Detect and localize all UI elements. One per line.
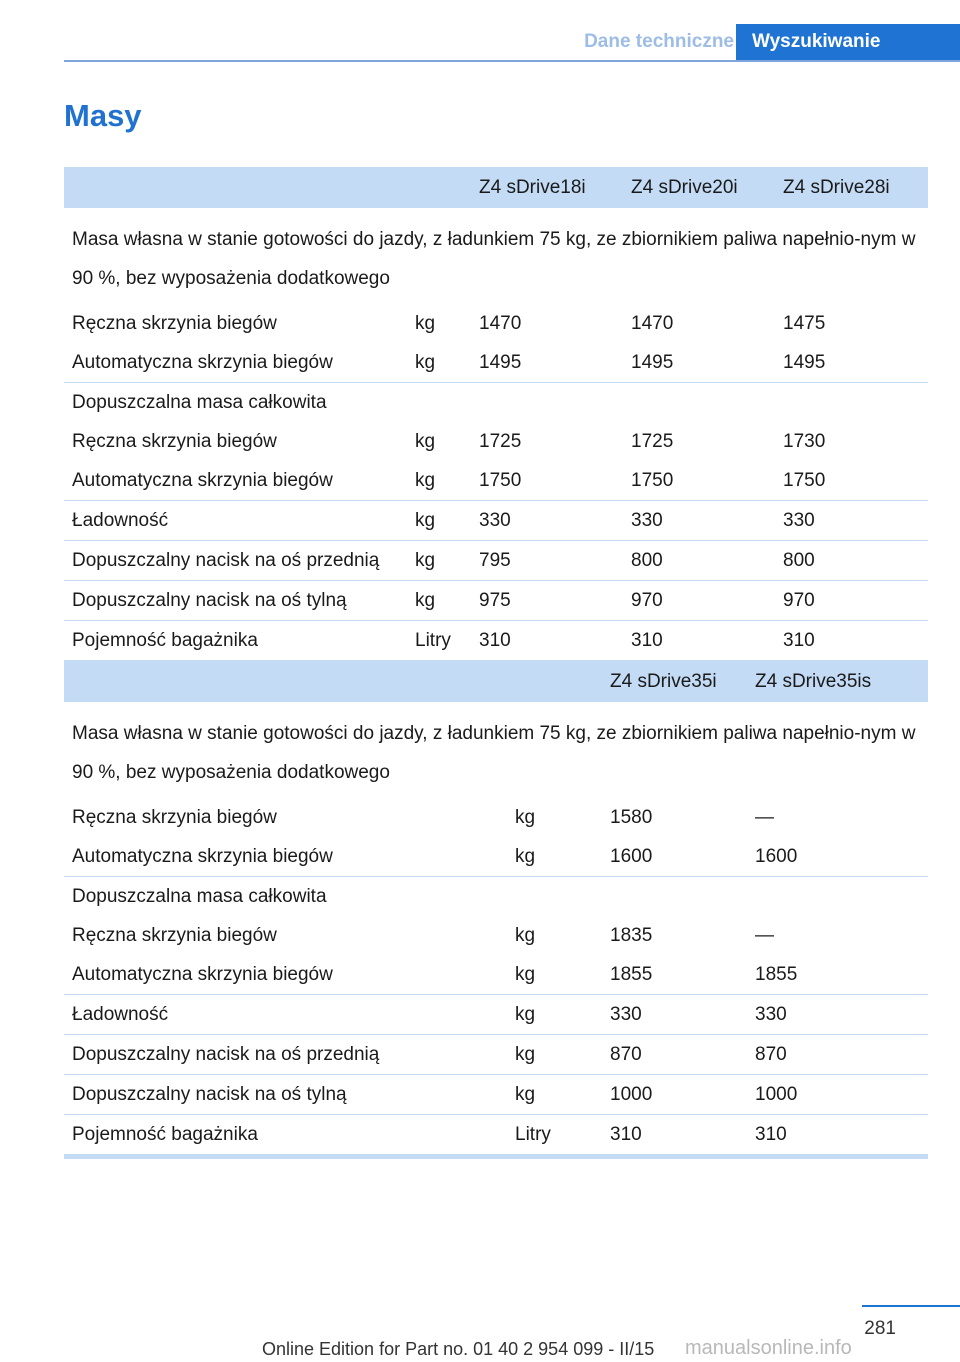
table-row (64, 837, 928, 877)
value: 800 (775, 541, 928, 581)
value: 1730 (783, 431, 826, 452)
value: — (755, 925, 774, 946)
table-row (64, 422, 928, 461)
value: 975 (471, 581, 623, 621)
unit: kg (515, 807, 536, 828)
unit: kg (415, 431, 436, 452)
table-header-row (64, 167, 928, 208)
value: 1725 (479, 431, 522, 452)
unit: kg (507, 1035, 602, 1075)
model-header: Z4 sDrive35i (610, 670, 717, 692)
watermark: manualsonline.info (685, 1337, 852, 1359)
row-label: Dopuszczalny nacisk na oś tylną (64, 1075, 507, 1115)
unit: kg (507, 955, 602, 995)
value: 1750 (775, 461, 928, 501)
section-label: Dopuszczalna masa całkowita (72, 886, 327, 907)
row-label: Automatyczna skrzynia biegów (64, 343, 407, 383)
value: 1855 (747, 955, 928, 995)
unit: kg (407, 581, 471, 621)
model-header: Z4 sDrive35is (755, 670, 872, 692)
value: 1855 (602, 955, 747, 995)
row-label: Ładowność (64, 995, 507, 1035)
section-description: Masa własna w stanie gotowości do jazdy, z ładunkiem 75 kg, ze zbiornikiem paliwa napełnio-nym w 90 %, bez wyposażenia dodatkowego (72, 229, 916, 289)
row-label: Dopuszczalny nacisk na oś tylną (64, 581, 407, 621)
row-label: Ręczna skrzynia biegów (72, 925, 277, 946)
row-label: Automatyczna skrzynia biegów (64, 955, 507, 995)
value: 970 (623, 581, 775, 621)
section-label: Dopuszczalna masa całkowita (72, 392, 327, 413)
tab-wyszukiwanie[interactable]: Wyszukiwanie (736, 24, 960, 60)
unit: kg (507, 995, 602, 1035)
value: 310 (602, 1115, 747, 1157)
value: 1835 (610, 925, 653, 946)
unit: kg (407, 461, 471, 501)
value: 800 (623, 541, 775, 581)
row-label: Ręczna skrzynia biegów (72, 431, 277, 452)
value: 330 (747, 995, 928, 1035)
value: 1475 (783, 313, 826, 334)
row-label: Pojemność bagażnika (64, 1115, 507, 1157)
value: 310 (471, 621, 623, 663)
tab-dane-techniczne[interactable]: Dane techniczne (584, 31, 734, 52)
value: 1750 (623, 461, 775, 501)
value: 970 (775, 581, 928, 621)
row-label: Automatyczna skrzynia biegów (64, 461, 407, 501)
value: 1580 (610, 807, 653, 828)
value: 310 (623, 621, 775, 663)
value: 1470 (631, 313, 674, 334)
row-label: Dopuszczalny nacisk na oś przednią (64, 1035, 507, 1075)
value: 1000 (602, 1075, 747, 1115)
row-label: Ręczna skrzynia biegów (72, 313, 277, 334)
unit: kg (407, 343, 471, 383)
value: 310 (747, 1115, 928, 1157)
value: 1750 (471, 461, 623, 501)
value: 795 (471, 541, 623, 581)
value: 1495 (623, 343, 775, 383)
value: 1470 (479, 313, 522, 334)
value: 330 (602, 995, 747, 1035)
table-row (64, 1115, 928, 1157)
table-row (64, 1035, 928, 1075)
value: 1000 (747, 1075, 928, 1115)
table-row (64, 304, 928, 343)
model-header: Z4 sDrive18i (479, 176, 586, 198)
value: 1495 (471, 343, 623, 383)
table-row (64, 955, 928, 995)
row-label: Pojemność bagażnika (64, 621, 407, 663)
table-row (64, 995, 928, 1035)
value: — (755, 807, 774, 828)
table-row (64, 501, 928, 541)
unit: Litry (507, 1115, 602, 1157)
row-label: Dopuszczalny nacisk na oś przednią (64, 541, 407, 581)
section-row (64, 702, 928, 798)
model-header: Z4 sDrive28i (783, 176, 890, 198)
top-navigation (64, 24, 960, 62)
unit: kg (415, 313, 436, 334)
value: 330 (623, 501, 775, 541)
page-number: 281 (864, 1318, 896, 1339)
section-description: Masa własna w stanie gotowości do jazdy, z ładunkiem 75 kg, ze zbiornikiem paliwa napełnio-nym w 90 %, bez wyposażenia dodatkowego (72, 723, 916, 783)
unit: Litry (407, 621, 471, 663)
header-divider (64, 60, 960, 62)
unit: kg (507, 1075, 602, 1115)
section-row (64, 877, 928, 917)
unit: kg (507, 837, 602, 877)
table-row (64, 798, 928, 837)
table-row (64, 343, 928, 383)
value: 310 (775, 621, 928, 663)
row-label: Automatyczna skrzynia biegów (64, 837, 507, 877)
table-row (64, 916, 928, 955)
table-row (64, 1075, 928, 1115)
unit: kg (407, 501, 471, 541)
section-row (64, 383, 928, 423)
value: 870 (747, 1035, 928, 1075)
table-row (64, 541, 928, 581)
value: 870 (602, 1035, 747, 1075)
mass-table-2 (64, 661, 928, 1159)
edition-note: Online Edition for Part no. 01 40 2 954 099 - II/15 (262, 1339, 655, 1359)
unit: kg (515, 925, 536, 946)
value: 1600 (747, 837, 928, 877)
row-label: Ładowność (64, 501, 407, 541)
unit: kg (407, 541, 471, 581)
mass-table-1 (64, 167, 928, 665)
value: 1600 (602, 837, 747, 877)
value: 1725 (631, 431, 674, 452)
table-row (64, 621, 928, 663)
value: 330 (775, 501, 928, 541)
model-header: Z4 sDrive20i (631, 176, 738, 198)
table-row (64, 461, 928, 501)
table-header-row (64, 661, 928, 702)
section-row (64, 208, 928, 304)
page-number-rule (862, 1305, 960, 1307)
value: 330 (471, 501, 623, 541)
page-title: Masy (64, 98, 142, 133)
value: 1495 (775, 343, 928, 383)
row-label: Ręczna skrzynia biegów (72, 807, 277, 828)
table-row (64, 581, 928, 621)
